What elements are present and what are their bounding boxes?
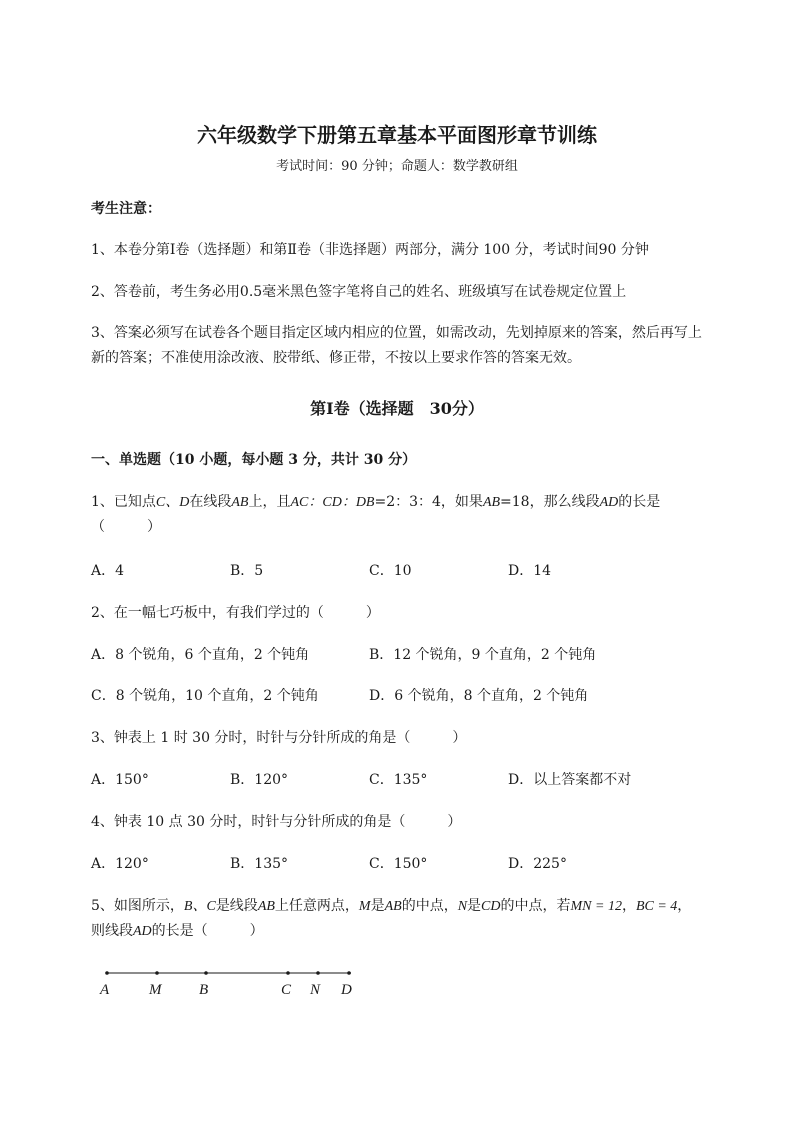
question-4-option-c[interactable]: C．150°: [369, 856, 428, 872]
exam-info: 考试时间：90 分钟；命题人：数学教研组: [276, 159, 518, 174]
point-a: [105, 971, 109, 975]
label-n: N: [310, 982, 321, 998]
question-2-option-b[interactable]: B．12 个锐角，9 个直角，2 个钝角: [369, 647, 597, 663]
point-c: [286, 971, 290, 975]
notice-item-3: 3、答案必须写在试卷各个题目指定区域内相应的位置，如需改动，先划掉原来的答案，然后再写上新的答案；不准使用涂改液、胶带纸、修正带，不按以上要求作答的答案无效。: [91, 325, 702, 366]
label-c: C: [281, 982, 292, 998]
notice-item-2: 2、答卷前，考生务必用0.5毫米黑色签字笔将自己的姓名、班级填写在试卷规定位置上: [91, 284, 627, 300]
question-5-stem-line2: 则线段AD的长是（ ）: [91, 923, 264, 939]
label-m: M: [149, 982, 162, 998]
question-2-stem: 2、在一幅七巧板中，有我们学过的（ ）: [91, 605, 380, 621]
label-b: B: [199, 982, 209, 998]
label-d: D: [341, 982, 352, 998]
part-heading: 一、单选题（10 小题，每小题 3 分，共计 30 分）: [91, 452, 417, 468]
question-1-option-d[interactable]: D．14: [508, 563, 552, 579]
question-4-option-d[interactable]: D．225°: [508, 856, 567, 872]
question-5-stem: 5、如图所示，B、C是线段AB上任意两点，M是AB的中点，N是CD的中点，若MN = 12，BC = 4，: [91, 898, 692, 914]
point-m: [155, 971, 159, 975]
question-3-option-a[interactable]: A．150°: [91, 772, 149, 788]
question-3-option-b[interactable]: B．120°: [230, 772, 289, 788]
question-4-option-b[interactable]: B．135°: [230, 856, 289, 872]
label-a: A: [100, 982, 110, 998]
point-b: [204, 971, 208, 975]
question-1-option-b[interactable]: B．5: [230, 563, 264, 579]
question-3-stem: 3、钟表上 1 时 30 分时，时针与分针所成的角是（ ）: [91, 730, 467, 746]
point-d: [347, 971, 351, 975]
notice-heading: 考生注意：: [91, 201, 161, 217]
question-1-stem: 1、已知点C、D在线段AB上，且AC：CD：DB=2：3：4，如果AB=18，那么线段AD的长是: [91, 494, 661, 510]
question-2-option-d[interactable]: D．6 个锐角，8 个直角，2 个钝角: [369, 688, 589, 704]
point-n: [316, 971, 320, 975]
question-3-option-d[interactable]: D．以上答案都不对: [508, 772, 632, 788]
question-3-option-c[interactable]: C．135°: [369, 772, 428, 788]
question-1-option-c[interactable]: C．10: [369, 563, 412, 579]
question-2-option-c[interactable]: C．8 个锐角，10 个直角，2 个钝角: [91, 688, 319, 704]
page-title: 六年级数学下册第五章基本平面图形章节训练: [197, 123, 597, 147]
question-4-stem: 4、钟表 10 点 30 分时，时针与分针所成的角是（ ）: [91, 814, 462, 830]
question-4-option-a[interactable]: A．120°: [91, 856, 149, 872]
question-1-answer-blank: （ ）: [91, 519, 161, 535]
question-5-figure: [0, 960, 794, 1020]
section-title: 第Ⅰ卷（选择题 30分）: [310, 399, 484, 418]
notice-item-1: 1、本卷分第Ⅰ卷（选择题）和第Ⅱ卷（非选择题）两部分，满分 100 分，考试时间90 分钟: [91, 242, 649, 258]
question-2-option-a[interactable]: A．8 个锐角，6 个直角，2 个钝角: [91, 647, 310, 663]
question-1-option-a[interactable]: A．4: [91, 563, 125, 579]
